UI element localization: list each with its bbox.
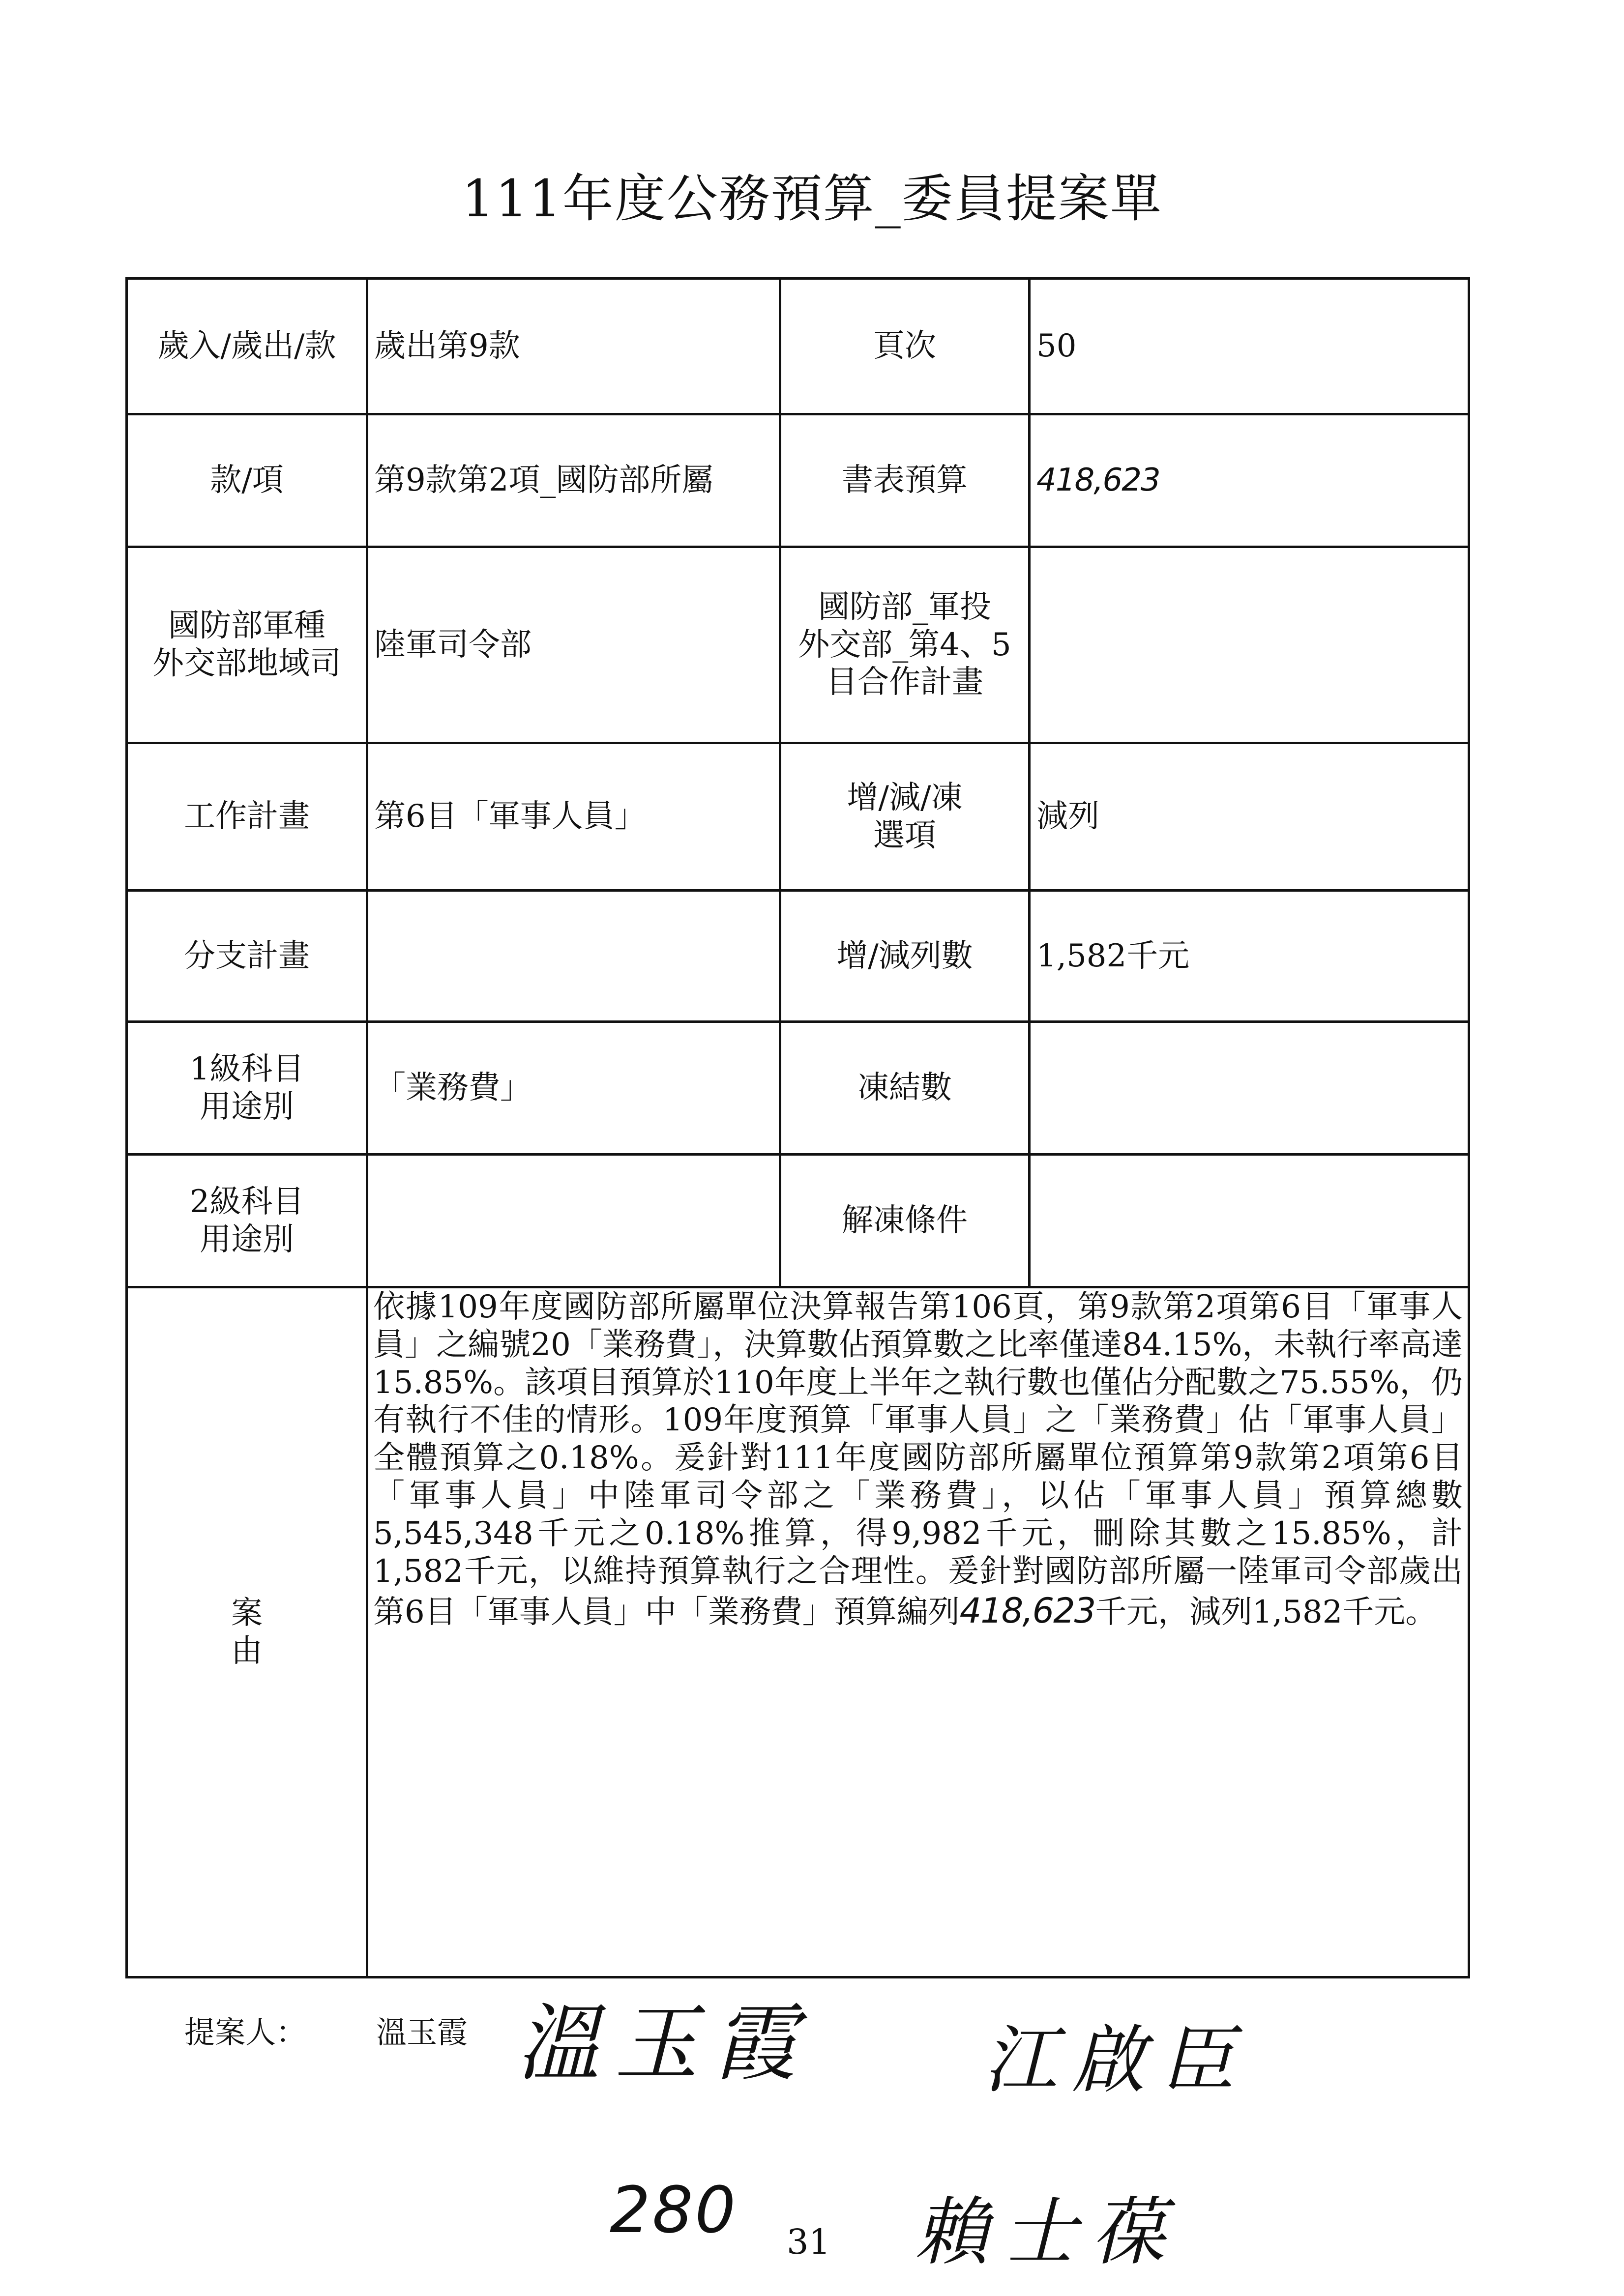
field-label: 國防部_軍投 外交部_第4、5 目合作計畫 bbox=[780, 547, 1030, 743]
reason-text-after: 千元，減列1,582千元。 bbox=[1095, 1594, 1437, 1631]
field-value: 418,623 bbox=[1030, 414, 1469, 547]
field-value: 第9款第2項_國防部所屬 bbox=[367, 414, 780, 547]
field-label: 國防部軍種 外交部地域司 bbox=[127, 547, 367, 743]
form-row bbox=[127, 891, 1469, 1022]
field-value bbox=[367, 891, 780, 1022]
form-row bbox=[127, 1155, 1469, 1287]
field-label: 書表預算 bbox=[780, 414, 1030, 547]
field-value: 減列 bbox=[1030, 743, 1469, 891]
form-row bbox=[127, 743, 1469, 891]
page-number: 31 bbox=[787, 2222, 831, 2262]
field-value: 50 bbox=[1030, 279, 1469, 414]
field-label: 款/項 bbox=[127, 414, 367, 547]
field-value bbox=[1030, 1155, 1469, 1287]
field-value: 歲出第9款 bbox=[367, 279, 780, 414]
field-value: 「業務費」 bbox=[367, 1022, 780, 1155]
proposer-name: 溫玉霞 bbox=[376, 2014, 468, 2050]
field-label: 工作計畫 bbox=[127, 743, 367, 891]
signature-3: 賴士葆 bbox=[915, 2190, 1181, 2275]
field-label: 凍結數 bbox=[780, 1022, 1030, 1155]
proposer-label: 提案人： bbox=[184, 2014, 307, 2050]
reason-text-before: 依據109年度國防部所屬單位決算報告第106頁，第9款第2項第6目「軍事人員」之編號20「業務費」，決算數佔預算數之比率僅達84.15%，未執行率高達15.85%。該項目預算於110年度上半年之執行數也僅佔分配數之75.55%，仍有執行不佳的情形。109年度預算「軍事人員」之「業務費」佔「軍事人員」全體預算之0.18%。爰針對111年度國防部所屬單位預算第9款第2項第6目「軍事人員」中陸軍司令部之「業務費」，以佔「軍事人員」預算總數5,545,348千元之0.18%推算，得9,982千元，刪除其數之15.85%，計1,582千元，以維持預算執行之合理性。爰針對國防部所屬一陸軍司令部歲出第6目「軍事人員」中「業務費」預算編列 bbox=[373, 1289, 1463, 1631]
field-label: 頁次 bbox=[780, 279, 1030, 414]
reason-label: 案由 bbox=[127, 1287, 367, 1977]
page-title: 111年度公務預算_委員提案單 bbox=[462, 169, 1162, 229]
field-label: 歲入/歲出/款 bbox=[127, 279, 367, 414]
form-row bbox=[127, 1022, 1469, 1155]
handwritten-number: 280 bbox=[610, 2173, 738, 2247]
field-value: 第6目「軍事人員」 bbox=[367, 743, 780, 891]
field-value bbox=[1030, 1022, 1469, 1155]
field-label: 增/減/凍 選項 bbox=[780, 743, 1030, 891]
field-value: 陸軍司令部 bbox=[367, 547, 780, 743]
field-label: 解凍條件 bbox=[780, 1155, 1030, 1287]
field-value bbox=[367, 1155, 780, 1287]
signature-2: 江啟臣 bbox=[983, 2018, 1249, 2103]
proposal-form-table bbox=[125, 277, 1470, 1978]
field-label: 1級科目 用途別 bbox=[127, 1022, 367, 1155]
field-label: 分支計畫 bbox=[127, 891, 367, 1022]
reason-text bbox=[367, 1287, 1469, 1977]
reason-row bbox=[127, 1287, 1469, 1977]
field-value bbox=[1030, 547, 1469, 743]
signature-1: 溫玉霞 bbox=[516, 1995, 812, 2093]
field-label: 2級科目 用途別 bbox=[127, 1155, 367, 1287]
field-label: 增/減列數 bbox=[780, 891, 1030, 1022]
form-row bbox=[127, 547, 1469, 743]
form-row bbox=[127, 279, 1469, 414]
form-row bbox=[127, 414, 1469, 547]
handwritten-amount: 418,623 bbox=[959, 1591, 1095, 1631]
field-value: 1,582千元 bbox=[1030, 891, 1469, 1022]
